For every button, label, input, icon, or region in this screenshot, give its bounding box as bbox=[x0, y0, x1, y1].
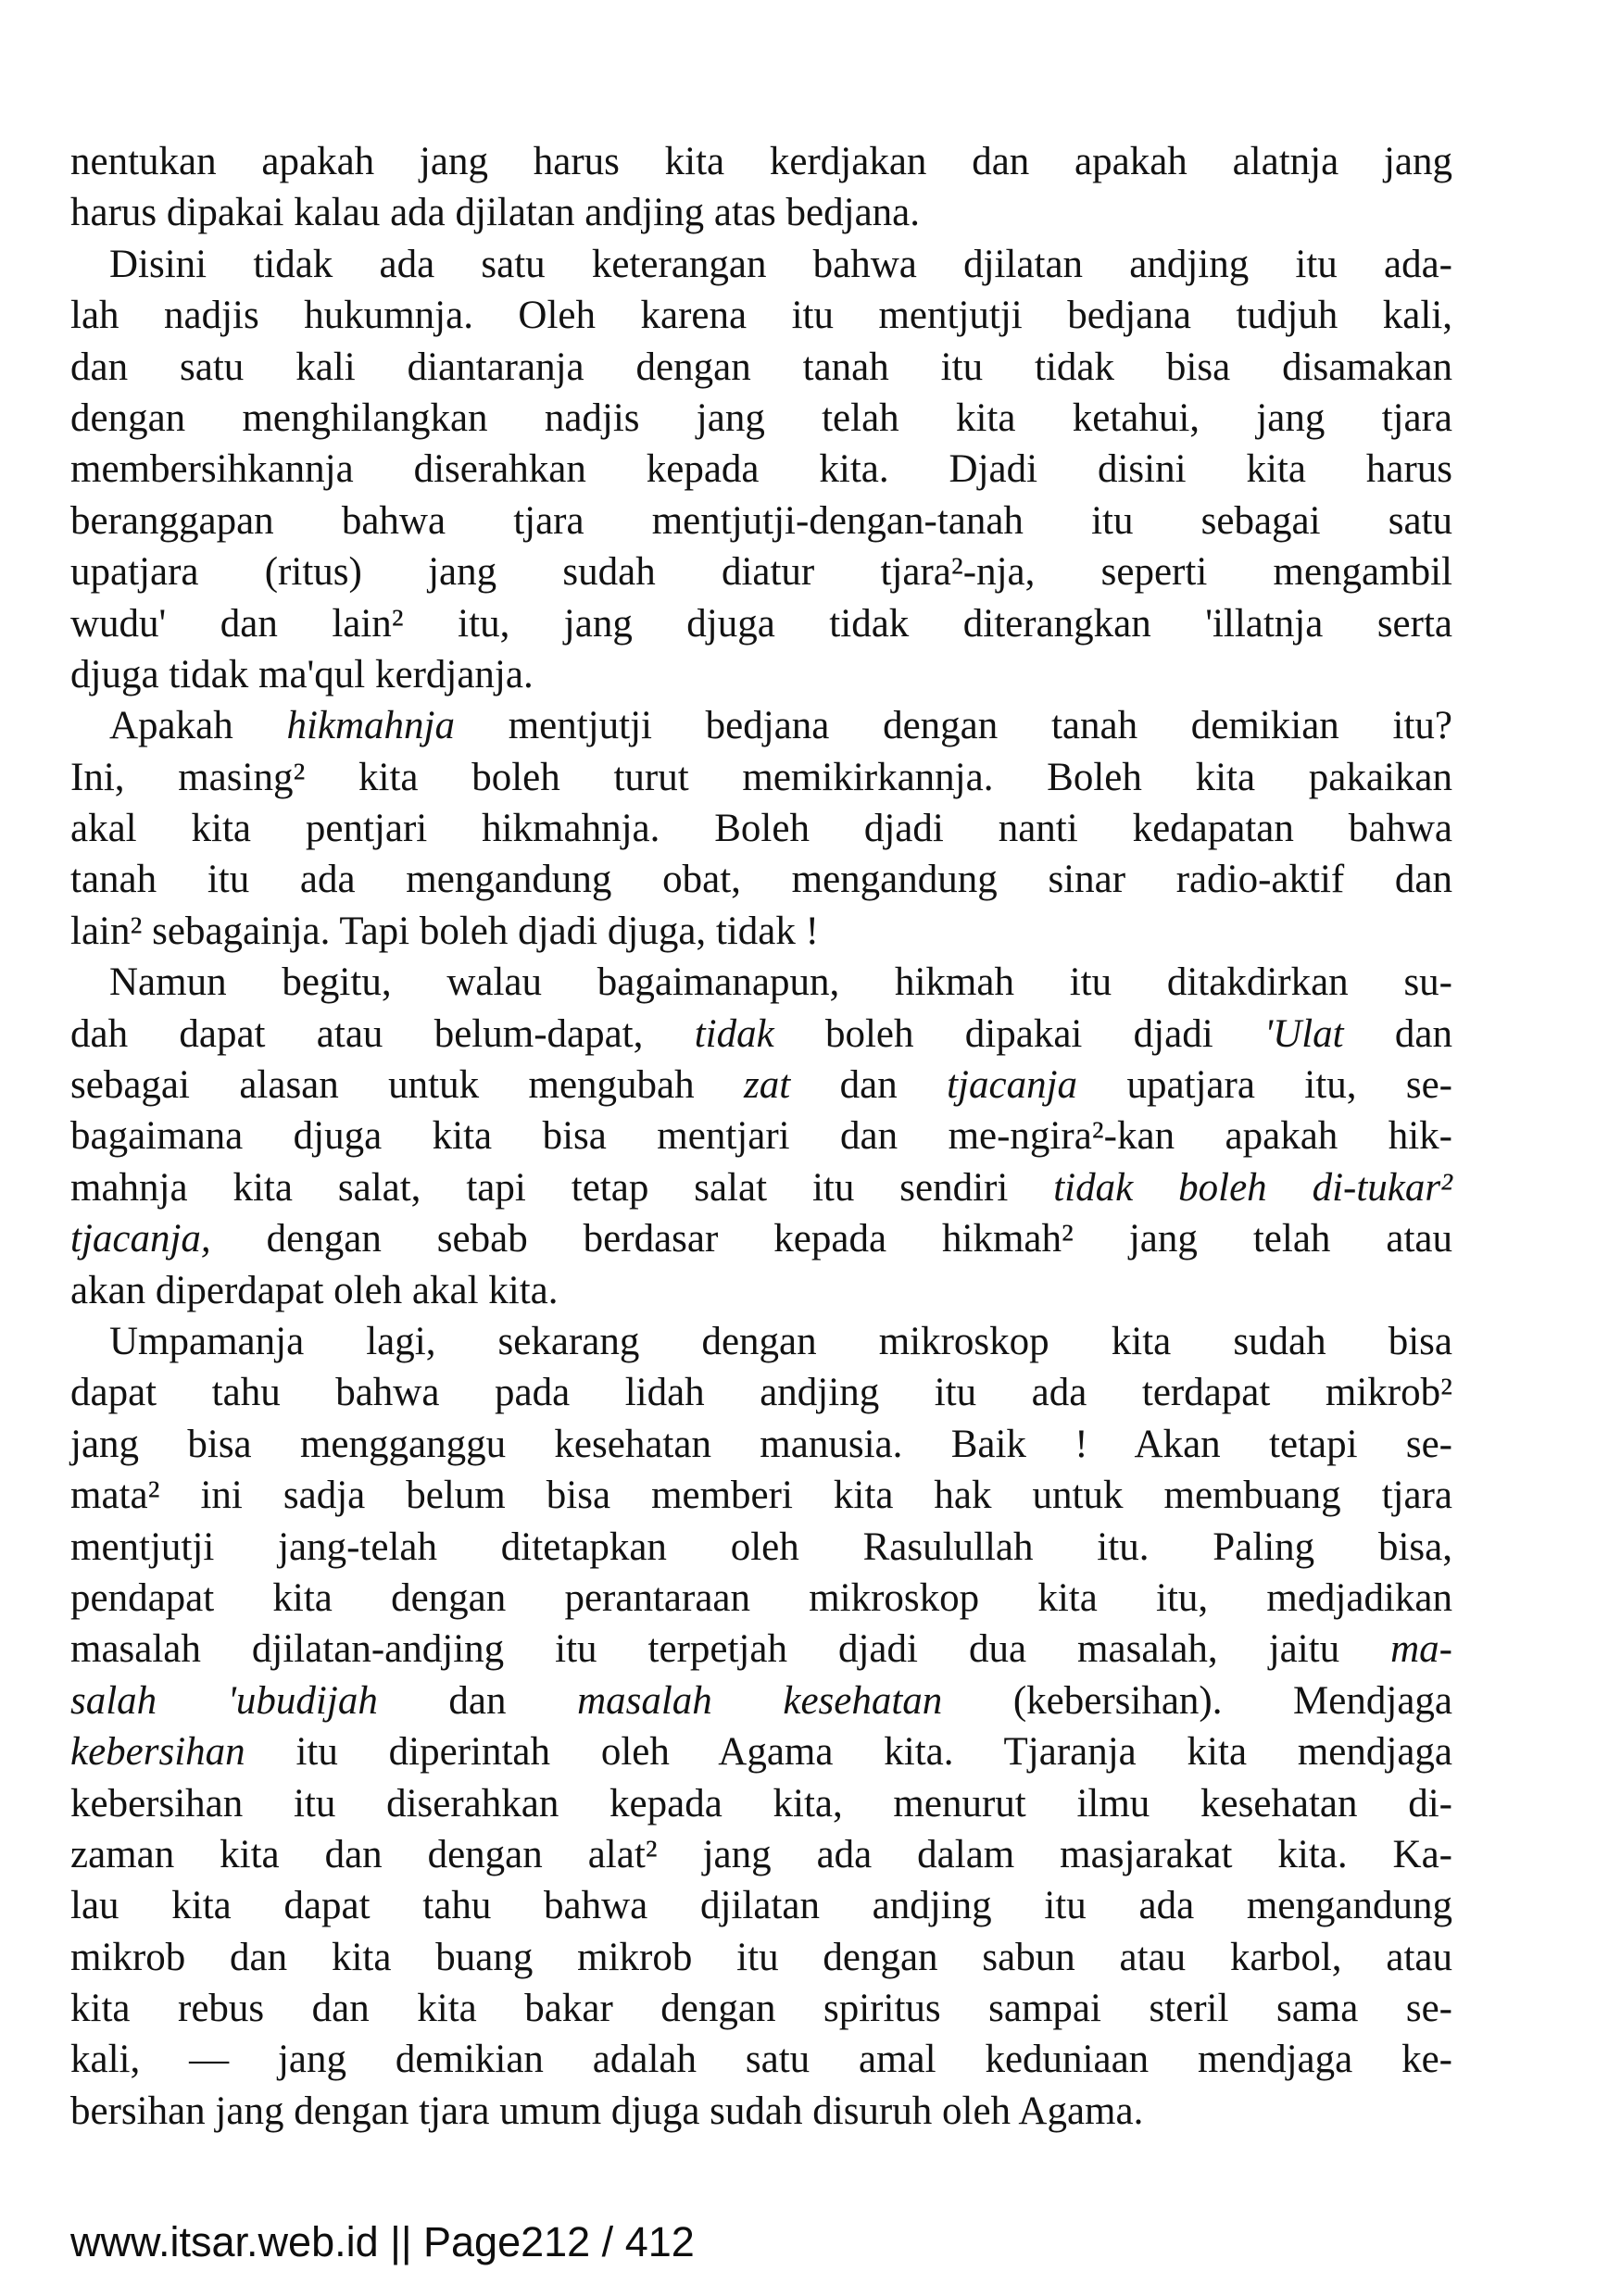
text-line bbox=[70, 1573, 1452, 1624]
text-run: beranggapan bahwa tjara mentjutji-dengan-tanah itu sebagai satu bbox=[70, 498, 1452, 543]
text-line bbox=[70, 1110, 1452, 1161]
text-run: Apakah bbox=[109, 704, 287, 748]
text-line bbox=[70, 1829, 1452, 1880]
text-run: djuga tidak ma'qul kerdjanja. bbox=[70, 652, 534, 696]
text-run: Disini tidak ada satu keterangan bahwa djilatan andjing itu ada- bbox=[109, 242, 1452, 286]
text-run: upatjara (ritus) jang sudah diatur tjara²-nja, seperti mengambil bbox=[70, 550, 1452, 595]
italic-text-run: tidak boleh di-tukar² bbox=[1053, 1165, 1453, 1210]
italic-text-run: masalah kesehatan bbox=[577, 1678, 943, 1723]
text-run: kita rebus dan kita bakar dengan spiritus sampai steril sama se- bbox=[70, 1987, 1452, 2031]
italic-text-run: tjacanja bbox=[947, 1063, 1078, 1108]
text-run: bersihan jang dengan tjara umum djuga sudah disuruh oleh Agama. bbox=[70, 2089, 1144, 2133]
text-line bbox=[70, 1522, 1452, 1573]
text-run: lau kita dapat tahu bahwa djilatan andjing itu ada mengandung bbox=[70, 1884, 1452, 1928]
text-line bbox=[70, 598, 1452, 649]
text-run: mahnja kita salat, tapi tetap salat itu sendiri bbox=[70, 1165, 1054, 1210]
text-line bbox=[70, 1675, 1452, 1726]
text-line bbox=[70, 1419, 1452, 1470]
text-run: membersihkannja diserahkan kepada kita. Djadi disini kita harus bbox=[70, 447, 1452, 492]
italic-text-run: salah 'ubudijah bbox=[70, 1678, 378, 1723]
italic-text-run: ma- bbox=[1390, 1627, 1452, 1672]
text-run: dan bbox=[790, 1063, 948, 1108]
text-run: wudu' dan lain² itu, jang djuga tidak diterangkan 'illatnja serta bbox=[70, 601, 1452, 646]
text-line bbox=[70, 1009, 1452, 1060]
text-run: masalah djilatan-andjing itu terpetjah djadi dua masalah, jaitu bbox=[70, 1627, 1391, 1672]
text-line bbox=[70, 700, 1452, 751]
text-line bbox=[70, 906, 1452, 957]
text-line bbox=[70, 1726, 1452, 1777]
page-footer bbox=[70, 2215, 695, 2269]
text-line bbox=[70, 1983, 1452, 2034]
text-run: upatjara itu, se- bbox=[1077, 1063, 1452, 1108]
italic-text-run: tidak bbox=[694, 1011, 774, 1056]
body-text bbox=[70, 136, 1452, 2137]
text-line bbox=[70, 854, 1452, 905]
footer-text: www.itsar.web.id || Page212 / 412 bbox=[70, 2218, 695, 2265]
text-run: lah nadjis hukumnja. Oleh karena itu mentjutji bedjana tudjuh kali, bbox=[70, 294, 1452, 338]
text-run: Namun begitu, walau bagaimanapun, hikmah itu ditakdirkan su- bbox=[109, 960, 1452, 1005]
text-run: dan bbox=[377, 1678, 578, 1723]
text-run: mata² ini sadja belum bisa memberi kita hak untuk membuang tjara bbox=[70, 1474, 1452, 1518]
italic-text-run: 'Ulat bbox=[1263, 1011, 1344, 1056]
text-run: (kebersihan). Mendjaga bbox=[942, 1678, 1452, 1723]
text-run: lain² sebagainja. Tapi boleh djadi djuga, tidak ! bbox=[70, 909, 819, 953]
text-run: Umpamanja lagi, sekarang dengan mikroskop kita sudah bisa bbox=[109, 1319, 1452, 1363]
text-line bbox=[70, 1265, 1452, 1316]
text-run: dengan sebab berdasar kepada hikmah² jang telah atau bbox=[210, 1217, 1452, 1261]
text-run: dah dapat atau belum-dapat, bbox=[70, 1011, 695, 1056]
italic-text-run: zat bbox=[744, 1063, 791, 1108]
italic-text-run: kebersihan bbox=[70, 1730, 245, 1775]
text-run: kebersihan itu diserahkan kepada kita, menurut ilmu kesehatan di- bbox=[70, 1781, 1452, 1826]
text-line bbox=[70, 1778, 1452, 1829]
text-run: sebagai alasan untuk mengubah bbox=[70, 1063, 745, 1108]
text-line bbox=[70, 1470, 1452, 1521]
text-run: harus dipakai kalau ada djilatan andjing atas bedjana. bbox=[70, 191, 920, 235]
text-line bbox=[70, 1060, 1452, 1110]
text-run: akal kita pentjari hikmahnja. Boleh djadi nanti kedapatan bahwa bbox=[70, 807, 1452, 851]
text-line bbox=[70, 136, 1452, 187]
text-run: jang bisa mengganggu kesehatan manusia. Baik ! Akan tetapi se- bbox=[70, 1422, 1452, 1466]
text-run: tanah itu ada mengandung obat, mengandung sinar radio-aktif dan bbox=[70, 858, 1452, 902]
text-run: nentukan apakah jang harus kita kerdjakan dan apakah alatnja jang bbox=[70, 140, 1452, 183]
text-line bbox=[70, 1316, 1452, 1367]
text-run: mentjutji jang-telah ditetapkan oleh Rasulullah itu. Paling bisa, bbox=[70, 1524, 1452, 1569]
text-line bbox=[70, 2034, 1452, 2085]
text-run: boleh dipakai djadi bbox=[773, 1011, 1264, 1056]
text-run: dan bbox=[1343, 1011, 1452, 1056]
text-run: kali, — jang demikian adalah satu amal keduniaan mendjaga ke- bbox=[70, 2038, 1452, 2082]
text-line bbox=[70, 239, 1452, 290]
text-line bbox=[70, 957, 1452, 1008]
text-run: dengan menghilangkan nadjis jang telah kita ketahui, jang tjara bbox=[70, 395, 1452, 440]
text-line bbox=[70, 444, 1452, 495]
text-run: zaman kita dan dengan alat² jang ada dalam masjarakat kita. Ka- bbox=[70, 1832, 1452, 1876]
text-run: dan satu kali diantaranja dengan tanah itu tidak bisa disamakan bbox=[70, 345, 1452, 389]
text-run: mikrob dan kita buang mikrob itu dengan sabun atau karbol, atau bbox=[70, 1935, 1452, 1979]
text-run: itu diperintah oleh Agama kita. Tjaranja kita mendjaga bbox=[245, 1730, 1452, 1775]
text-line bbox=[70, 1213, 1452, 1264]
text-line bbox=[70, 752, 1452, 803]
text-line bbox=[70, 393, 1452, 444]
text-line bbox=[70, 1932, 1452, 1983]
text-line bbox=[70, 496, 1452, 546]
italic-text-run: tjacanja, bbox=[70, 1217, 211, 1261]
text-line bbox=[70, 1367, 1452, 1418]
text-line bbox=[70, 290, 1452, 341]
text-run: Ini, masing² kita boleh turut memikirkannja. Boleh kita pakaikan bbox=[70, 755, 1452, 799]
text-line bbox=[70, 1880, 1452, 1931]
text-line bbox=[70, 1624, 1452, 1675]
text-run: akan diperdapat oleh akal kita. bbox=[70, 1268, 559, 1312]
text-line bbox=[70, 803, 1452, 854]
text-line bbox=[70, 649, 1452, 700]
text-run: dapat tahu bahwa pada lidah andjing itu ada terdapat mikrob² bbox=[70, 1371, 1452, 1415]
text-run: pendapat kita dengan perantaraan mikroskop kita itu, medjadikan bbox=[70, 1575, 1452, 1620]
text-line bbox=[70, 546, 1452, 597]
text-line bbox=[70, 342, 1452, 393]
italic-text-run: hikmahnja bbox=[286, 704, 455, 748]
text-run: bagaimana djuga kita bisa mentjari dan me-ngira²-kan apakah hik- bbox=[70, 1114, 1452, 1159]
text-run: mentjutji bedjana dengan tanah demikian itu? bbox=[454, 704, 1452, 748]
text-line bbox=[70, 1162, 1452, 1213]
text-line bbox=[70, 2086, 1452, 2137]
text-line bbox=[70, 187, 1452, 238]
